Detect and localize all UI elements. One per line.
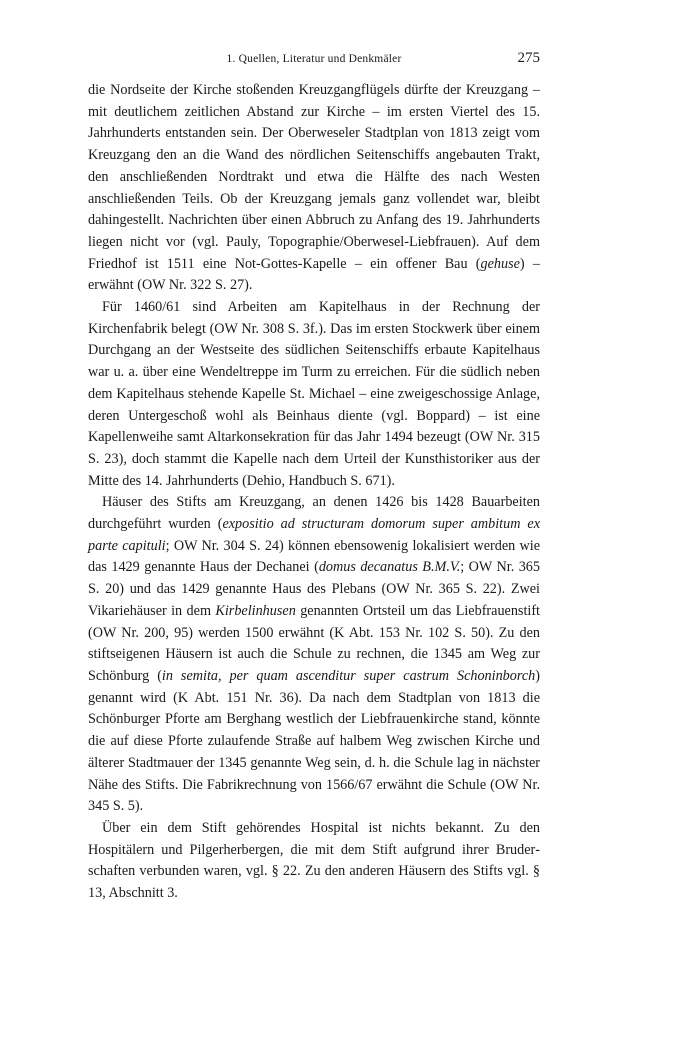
italic-term: gehuse xyxy=(480,255,520,272)
page-number: 275 xyxy=(517,50,540,66)
text-segment: ; OW Nr. 365 S. 20) und das 1429 genannte Haus des Plebans (OW Nr. 365 S. 22). Zwei Vikariehäuser in dem xyxy=(88,559,540,619)
body-text xyxy=(88,80,540,905)
paragraph-4 xyxy=(88,818,540,905)
paragraph-2 xyxy=(88,297,540,492)
running-title: 1. Quellen, Literatur und Denkmäler xyxy=(226,53,402,65)
italic-term: expositio ad structuram domorum super ambitum ex parte capituli xyxy=(88,516,540,554)
text-segment: ) – erwähnt (OW Nr. 322 S. 27). xyxy=(88,255,540,294)
page-header xyxy=(88,50,540,72)
text-segment: ) genannt wird (K Abt. 151 Nr. 36). Da nach dem Stadtplan von 1813 die Schönburger Pforte am Berghang westlich der Liebfrauenkirche stand, könnte die auf diese Pforte zulaufende Straße auf halbem Weg zwischen Kirche und älterer Stadtmauer der 1345 genannte Weg sein, d. h. die Schule lag in nächster Nähe des Stifts. Die Fabrikrechnung von 1566/67 erwähnt die Schule (OW Nr. 345 S. 5). xyxy=(88,667,540,815)
text-segment: genannten Ortsteil um das Liebfrauenstift (OW Nr. 200, 95) werden 1500 erwähnt (K Abt. 153 Nr. 102 S. 50). Zu den stiftseigenen Häusern ist auch die Schule zu rechnen, die 1345 am Weg zur Schönburg ( xyxy=(88,602,540,684)
italic-term: domus decanatus B.M.V. xyxy=(318,559,461,576)
text-segment: ; OW Nr. 304 S. 24) können ebensowenig lokalisiert werden wie das 1429 genannte Haus der Dechanei ( xyxy=(88,537,540,576)
text-segment: Häuser des Stifts am Kreuzgang, an denen 1426 bis 1428 Bauarbeiten durchgeführt wurden ( xyxy=(88,494,540,533)
paragraph-1 xyxy=(88,80,540,297)
italic-term: Kirbelinhusen xyxy=(215,602,296,619)
italic-term: in semita, per quam ascenditur super castrum Schoninborch xyxy=(161,667,536,684)
text-segment: Über ein dem Stift gehörendes Hospital ist nichts bekannt. Zu den Hospitälern und Pilgerherbergen, die mit dem Stift aufgrund ihrer Bruderschaften verbunden waren, vgl. § 22. Zu den anderen Häusern des Stifts vgl. § 13, Abschnitt 3. xyxy=(88,819,540,902)
paragraph-3 xyxy=(88,492,540,818)
text-segment: die Nordseite der Kirche stoßenden Kreuzgangflügels dürfte der Kreuzgang – mit deutlichem zeitlichen Abstand zur Kirche – im ersten Viertel des 15. Jahrhunderts entstanden sein. Der Oberweseler Stadtplan von 1813 zeigt vom Kreuzgang den an die Wand des nördlichen Seitenschiffs angebauten Trakt, den anschließenden Nordtrakt und etwa die Hälfte des nach Westen anschließenden Teils. Ob der Kreuzgang jemals ganz vollendet war, bleibt dahingestellt. Nachrichten über einen Abbruch zu Anfang des 19. Jahrhunderts liegen nicht vor (vgl. Pauly, Topographie/Oberwesel-Liebfrauen). Auf dem Friedhof ist 1511 eine Not-Gottes-Kapelle – ein offener Bau ( xyxy=(88,82,540,272)
text-segment: Für 1460/61 sind Arbeiten am Kapitelhaus in der Rechnung der Kirchenfabrik belegt (OW Nr. 308 S. 3f.). Das im ersten Stockwerk über einem Durchgang an der Westseite des südlichen Seitenschiffs erbaute Kapitelhaus war u. a. über eine Wendeltreppe im Turm zu erreichen. Für die südlich neben dem Kapitelhaus stehende Kapelle St. Michael – eine zweigeschossige Anlage, deren Untergeschoß wohl als Beinhaus diente (vgl. Boppard) – ist eine Kapellenweihe samt Altarkonsekration für das Jahr 1494 bezeugt (OW Nr. 315 S. 23), doch stammt die Kapelle nach dem Urteil der Kunsthistoriker aus der Mitte des 14. Jahrhunderts (Dehio, Handbuch S. 671). xyxy=(88,299,540,489)
